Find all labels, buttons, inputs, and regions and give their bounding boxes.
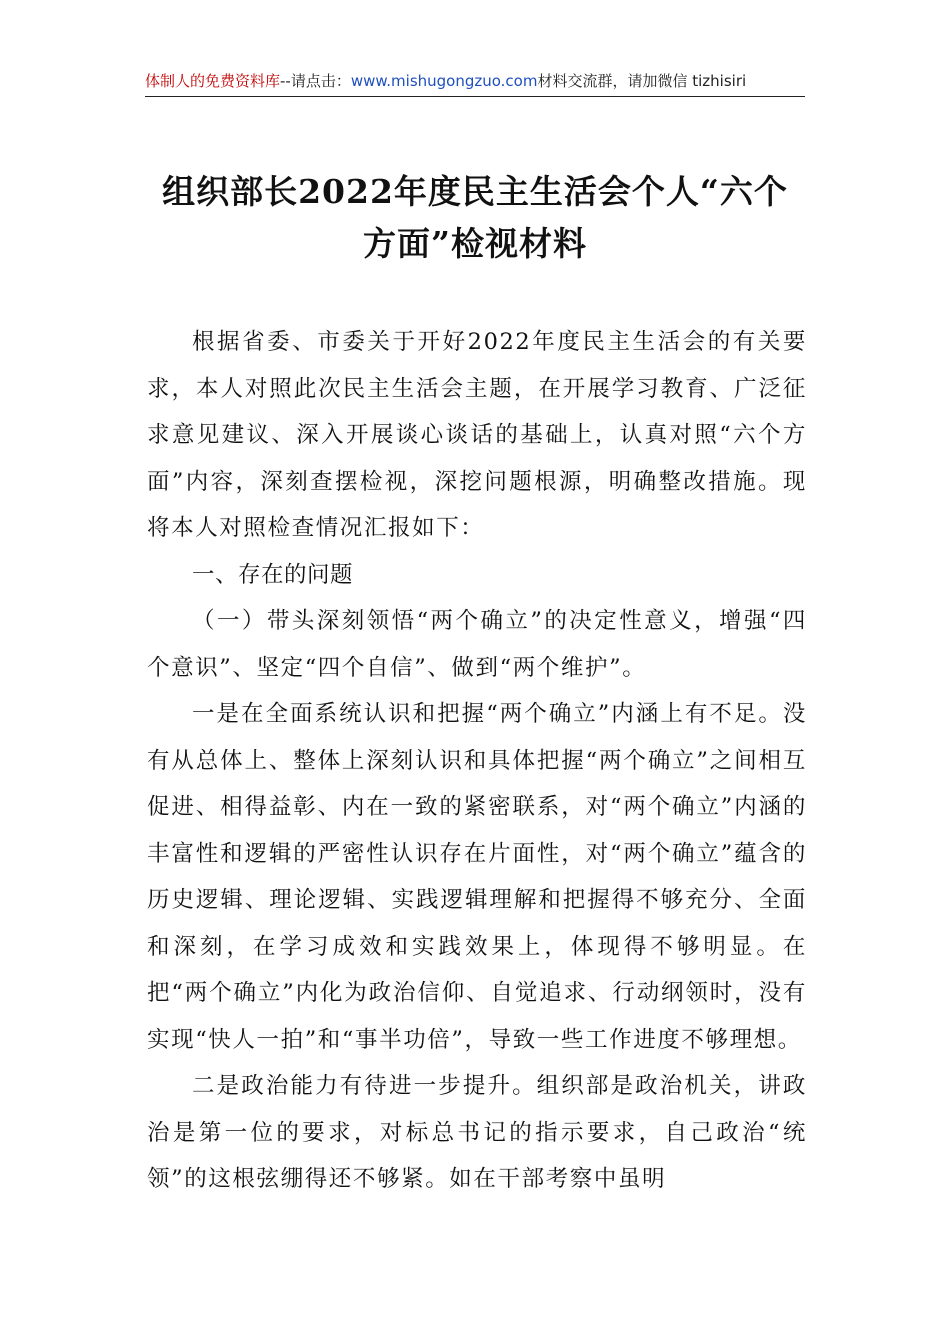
intro-paragraph: 根据省委、市委关于开好2022年度民主生活会的有关要求，本人对照此次民主生活会主题，在开展学习教育、广泛征求意见建议、深入开展谈心谈话的基础上，认真对照“六个方面”内容，深刻查摆检视，深挖问题根源，明确整改措施。现将本人对照检查情况汇报如下：	[147, 329, 807, 541]
document-body	[147, 319, 807, 1203]
header-url-link[interactable]: www.mishugongzuo.com	[350, 72, 538, 90]
header-suffix: 材料交流群，请加微信 tizhisiri	[537, 72, 747, 90]
body-paragraph-1: 一是在全面系统认识和把握“两个确立”内涵上有不足。没有从总体上、整体上深刻认识和具体把握“两个确立”之间相互促进、相得益彰、内在一致的紧密联系，对“两个确立”内涵的丰富性和逻辑的严密性认识存在片面性，对“两个确立”蕴含的历史逻辑、理论逻辑、实践逻辑理解和把握得不够充分、全面和深刻，在学习成效和实践效果上，体现得不够明显。在把“两个确立”内化为政治信仰、自觉追求、行动纲领时，没有实现“快人一拍”和“事半功倍”，导致一些工作进度不够理想。	[147, 701, 807, 1053]
page-header	[145, 66, 805, 97]
header-prefix: --请点击：	[280, 72, 351, 90]
body-paragraph-2: 二是政治能力有待进一步提升。组织部是政治机关，讲政治是第一位的要求，对标总书记的指示要求，自己政治“统领”的这根弦绷得还不够紧。如在干部考察中虽明	[147, 1073, 807, 1192]
title-line-1: 组织部长2022年度民主生活会个人“六个	[162, 172, 788, 211]
section-heading-1: 一、存在的问题	[192, 561, 354, 588]
title-line-2: 方面”检视材料	[363, 224, 587, 263]
subsection-heading-1: （一）带头深刻领悟“两个确立”的决定性意义，增强“四个意识”、坚定“四个自信”、做到“两个维护”。	[147, 608, 807, 681]
document-title	[130, 166, 820, 270]
header-site-name: 体制人的免费资料库	[145, 72, 281, 90]
